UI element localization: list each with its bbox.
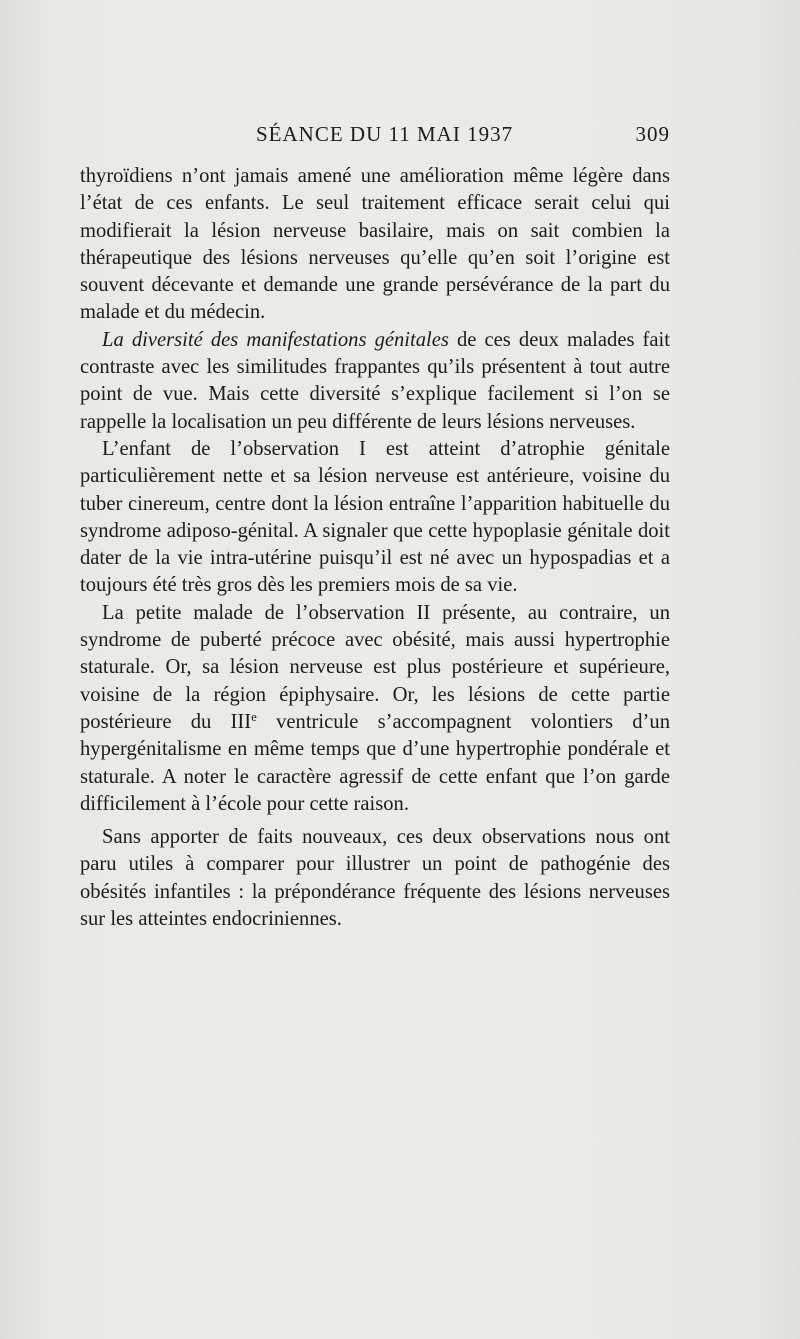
paragraph-3: L’enfant de l’observation I est atteint d’atrophie génitale particulièrement nette et sa lésion nerveuse est antérieure, voisine du tuber cinereum, centre dont la lésion entraîne l’apparition habituelle du syndrome adiposo-génital. A signaler que cette hypoplasie génitale doit dater de la vie intra-utérine puisqu’il est né avec un hypospadias et a toujours été très gros dès les premiers mois de sa vie. xyxy=(80,437,670,597)
running-title-year: 1937 xyxy=(467,122,514,146)
running-title-month: MAI xyxy=(410,122,468,146)
paragraph-2 xyxy=(80,327,670,436)
running-title-prefix: SÉANCE DU xyxy=(256,122,389,146)
paragraph-4 xyxy=(80,600,670,818)
paragraph-2-italic-lead: La diversité des manifestations génitales xyxy=(102,328,449,351)
paragraph-5: Sans apporter de faits nouveaux, ces deux observations nous ont paru utiles à comparer pour illustrer un point de pathogénie des obésités infantiles : la prépondérance fréquente des lésions nerveuses sur les atteintes endocriniennes. xyxy=(80,826,670,931)
paragraph-2-text: de ces deux malades fait contraste avec les similitudes frappantes qu’ils présentent à tout autre point de vue. Mais cette diversité s’explique facilement si l’on se rappelle la localisation un peu différente de leurs lésions nerveuses. xyxy=(80,328,670,433)
paragraph-4-superscript: e xyxy=(251,708,257,724)
page-number: 309 xyxy=(635,122,670,146)
paragraph-4-text-before: La petite malade de l’observation II présente, au contraire, un syndrome de puberté précoce avec obésité, mais aussi hypertrophie staturale. Or, sa lésion nerveuse est plus postérieure et supérieure, voisine de la région épiphysaire. Or, les lésions de cette partie postérieure du III xyxy=(80,601,670,733)
paragraph-1: thyroïdiens n’ont jamais amené une amélioration même légère dans l’état de ces enfants. Le seul traitement efficace serait celui qui modifierait la lésion nerveuse basilaire, mais on sait combien la thérapeutique des lésions nerveuses qu’elle qu’en soit l’origine est souvent décevante et demande une grande persévérance de la part du malade et du médecin. xyxy=(80,165,670,324)
running-title-day: 11 xyxy=(388,122,411,146)
running-title xyxy=(256,122,513,147)
paragraph-4-text-after: ventricule s’accompagnent volontiers d’un hypergénitalisme en même temps que d’une hypertrophie pondérale et staturale. A noter le caractère agressif de cette enfant que l’on garde difficilement à l’école pour cette raison. xyxy=(80,710,670,815)
body-text xyxy=(80,163,670,933)
running-head xyxy=(80,122,670,154)
